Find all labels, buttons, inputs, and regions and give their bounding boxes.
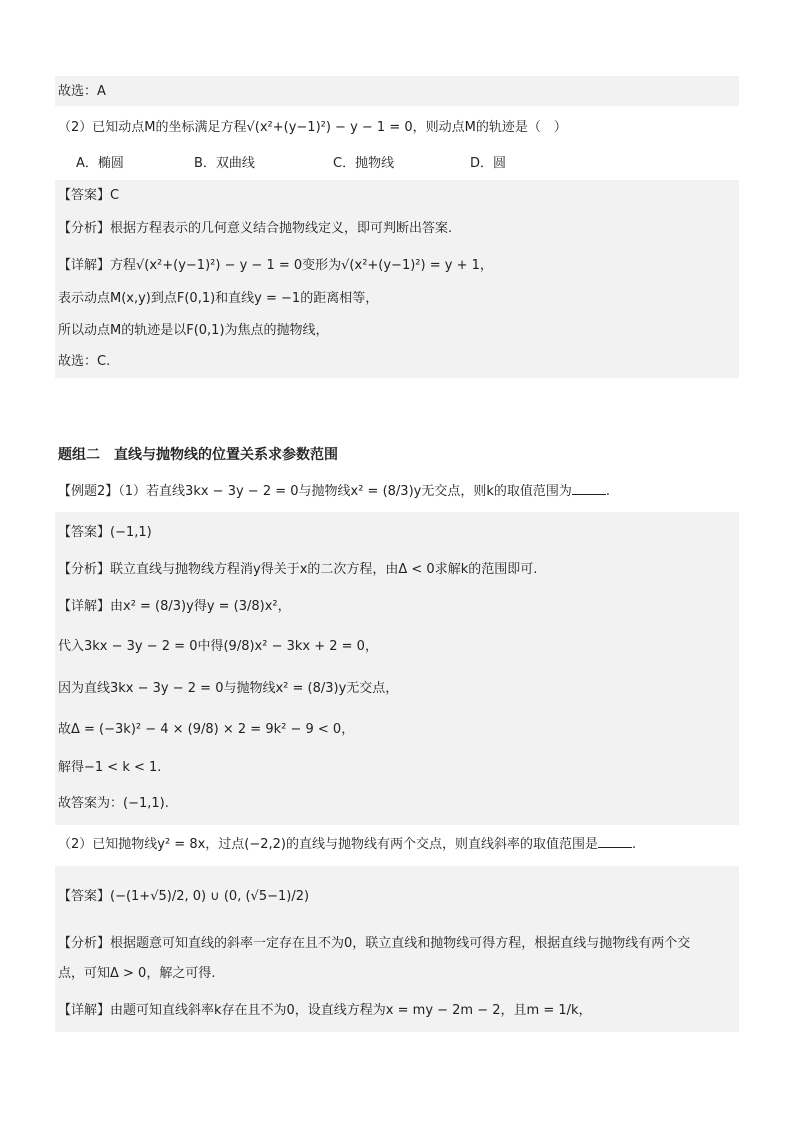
bg-band bbox=[55, 512, 739, 825]
option-d: D．圆 bbox=[470, 156, 507, 171]
analysis-line: 【分析】根据题意可知直线的斜率一定存在且不为0，联立直线和抛物线可得方程，根据直线与抛物线有两个交 bbox=[58, 936, 691, 951]
step-line: 代入3kx − 3y − 2 = 0中得(9/8)x² − 3kx + 2 = 0， bbox=[58, 639, 378, 654]
section-title: 题组二 直线与抛物线的位置关系求参数范围 bbox=[58, 447, 338, 463]
bg-band bbox=[55, 180, 739, 378]
analysis-line: 【分析】联立直线与抛物线方程消y得关于x的二次方程，由Δ < 0求解k的范围即可. bbox=[58, 562, 538, 577]
step-line: 故Δ = (−3k)² − 4 × (9/8) × 2 = 9k² − 9 < 0， bbox=[58, 722, 355, 737]
final-line: 故答案为：(−1,1). bbox=[58, 796, 169, 811]
answer-blank bbox=[598, 835, 632, 848]
option-b: B．双曲线 bbox=[194, 156, 255, 171]
question-line: （2）已知动点M的坐标满足方程√(x²+(y−1)²) − y − 1 = 0，则动点M的轨迹是（ ） bbox=[58, 120, 567, 135]
detail-line: 【详解】方程√(x²+(y−1)²) − y − 1 = 0变形为√(x²+(y−1)²) = y + 1， bbox=[58, 258, 493, 273]
final-line: 故选：C. bbox=[58, 354, 111, 369]
option-a: A．椭圆 bbox=[76, 156, 124, 171]
analysis-line: 【分析】根据方程表示的几何意义结合抛物线定义，即可判断出答案. bbox=[58, 221, 453, 236]
detail-line: 【详解】由题可知直线斜率k存在且不为0，设直线方程为x = my − 2m − 2，且m = 1/k， bbox=[58, 1003, 592, 1018]
answer-line: 【答案】C bbox=[58, 188, 120, 203]
step-line: 解得−1 < k < 1. bbox=[58, 760, 162, 775]
question-text: 【例题2】（1）若直线3kx − 3y − 2 = 0与抛物线x² = (8/3)y无交点，则k的取值范围为 bbox=[58, 484, 572, 499]
question-line bbox=[58, 835, 636, 855]
answer-line: 【答案】(−1,1) bbox=[58, 525, 152, 540]
option-c: C．抛物线 bbox=[333, 156, 395, 171]
conclusion-line: 故选：A bbox=[58, 84, 106, 99]
question-line bbox=[58, 482, 610, 502]
step-line: 所以动点M的轨迹是以F(0,1)为焦点的抛物线， bbox=[58, 323, 329, 338]
bg-band bbox=[55, 76, 739, 106]
answer-blank bbox=[572, 482, 606, 495]
step-line: 因为直线3kx − 3y − 2 = 0与抛物线x² = (8/3)y无交点， bbox=[58, 681, 399, 696]
answer-line: 【答案】(−(1+√5)/2, 0) ∪ (0, (√5−1)/2) bbox=[58, 889, 310, 904]
question-end: . bbox=[632, 837, 637, 852]
question-end: . bbox=[605, 484, 611, 499]
question-text: （2）已知抛物线y² = 8x，过点(−2,2)的直线与抛物线有两个交点，则直线斜率的取值范围是 bbox=[58, 837, 599, 852]
options-row bbox=[76, 154, 596, 174]
analysis-line: 点，可知Δ > 0，解之可得. bbox=[58, 966, 216, 981]
step-line: 表示动点M(x,y)到点F(0,1)和直线y = −1的距离相等， bbox=[58, 291, 379, 306]
detail-line: 【详解】由x² = (8/3)y得y = (3/8)x²， bbox=[58, 599, 291, 614]
